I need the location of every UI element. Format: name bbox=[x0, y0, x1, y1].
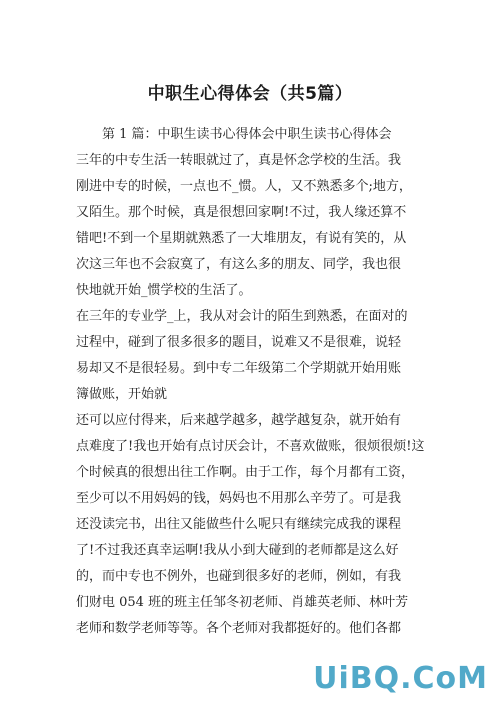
body-line: 们财电 054 班的班主任邹冬初老师、肖雄英老师、林叶芳 bbox=[76, 595, 409, 610]
body-line: 又陌生。那个时候，真是很想回家啊!不过，我人缘还算不 bbox=[76, 205, 407, 220]
body-line: 错吧!不到一个星期就熟悉了一大堆朋友，有说有笑的，从 bbox=[76, 231, 407, 246]
document-body bbox=[76, 122, 476, 642]
body-line: 三年的中专生活一转眼就过了，真是怀念学校的生活。我 bbox=[76, 153, 402, 168]
body-line: 还可以应付得来，后来越学越多，越学越复杂，就开始有 bbox=[76, 413, 402, 428]
body-line: 了!不过我还真幸运啊!我从小到大碰到的老师都是这么好 bbox=[76, 543, 399, 558]
body-line: 簿做账，开始就 bbox=[76, 387, 168, 402]
site-watermark: UiBQ.CoM bbox=[313, 661, 488, 696]
body-line: 还没读完书，出往又能做些什么呢只有继续完成我的课程 bbox=[76, 517, 402, 532]
body-line: 次这三年也不会寂寞了，有这么多的朋友、同学，我也很 bbox=[76, 257, 402, 272]
body-line: 个时候真的很想出往工作啊。由于工作，每个月都有工资， bbox=[76, 465, 415, 480]
document-title: 中职生心得体会（共5篇） bbox=[147, 84, 353, 104]
body-line: 在三年的专业学_上，我从对会计的陌生到熟悉，在面对的 bbox=[76, 309, 408, 324]
body-line: 刚进中专的时候，一点也不_惯。人，又不熟悉多个;地方， bbox=[76, 179, 412, 194]
body-line: 易却又不是很轻易。到中专二年级第二个学期就开始用账 bbox=[76, 361, 402, 376]
body-line: 过程中，碰到了很多很多的题目，说难又不是很难，说轻 bbox=[76, 335, 402, 350]
body-line: 快地就开始_惯学校的生活了。 bbox=[76, 283, 252, 298]
body-line: 点难度了!我也开始有点讨厌会计，不喜欢做账，很烦很烦!这 bbox=[76, 439, 425, 454]
body-line: 第 1 篇：中职生读书心得体会中职生读书心得体会 bbox=[102, 127, 392, 142]
body-line: 至少可以不用妈妈的钱，妈妈也不用那么辛劳了。可是我 bbox=[76, 491, 402, 506]
body-line: 老师和数学老师等等。各个老师对我都挺好的。他们各都 bbox=[76, 621, 402, 636]
body-line: 的，而中专也不例外，也碰到很多好的老师，例如，有我 bbox=[76, 569, 402, 584]
